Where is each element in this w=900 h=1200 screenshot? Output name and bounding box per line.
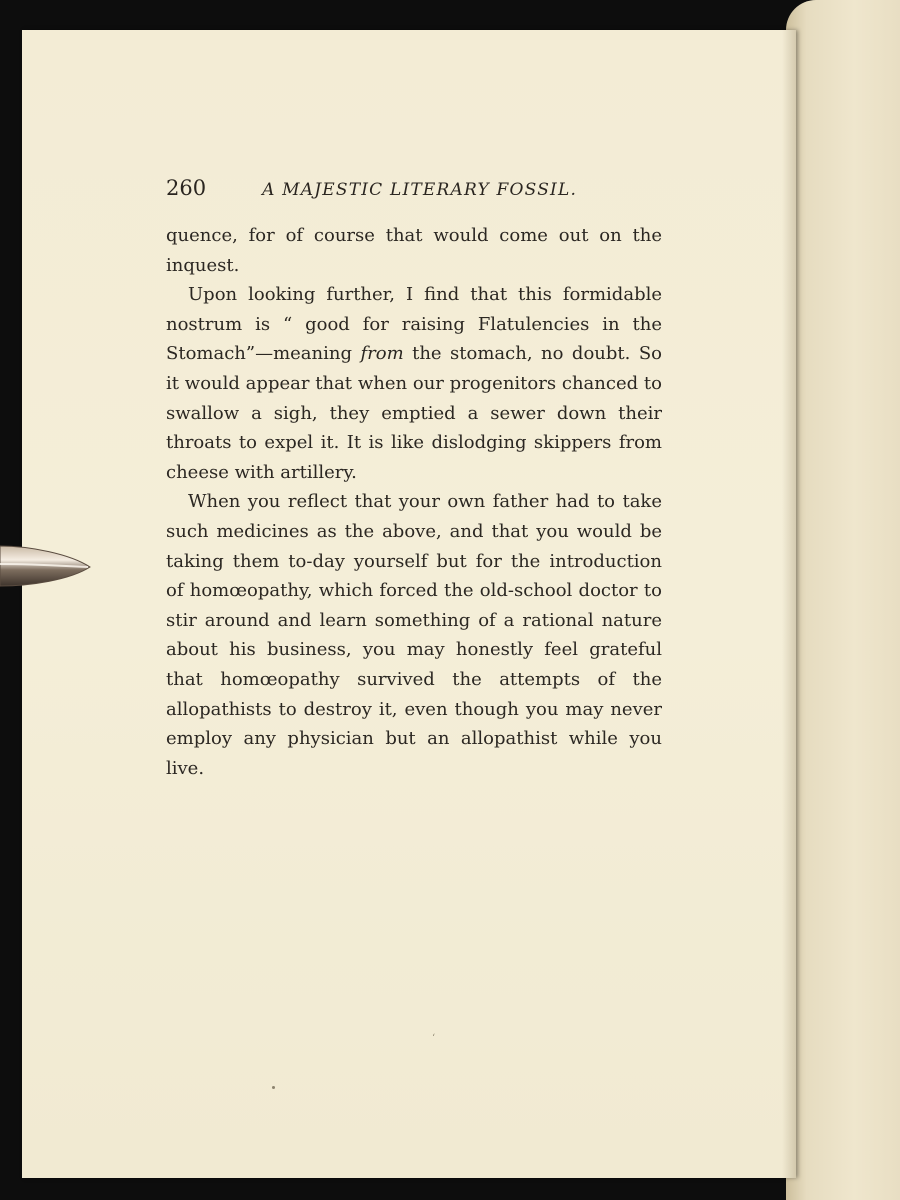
bookmark-clip-icon [0,540,92,592]
paragraph-3: When you reflect that your own father had to take such medicines as the above, and that you would be taking them to-day yourself but for the introduction of homœopathy, which forced the old-school doctor to stir around and learn something of a rational nature about his business, you may honestly feel grateful that homœopathy survived the attempts of the allopathists to destroy it, even though you may never employ any physician but an allopathist while you live. [166,491,662,779]
paper-speck [272,1086,275,1089]
paragraph-2-end: the stomach, no doubt. So it would appear that when our progenitors chanced to swallow a sigh, they emptied a sewer down their throats to expel it. It is like dislodging skippers from cheese with artillery. [166,343,662,483]
next-page-edge [786,0,900,1200]
running-title: A MAJESTIC LITERARY FOSSIL. [262,180,578,200]
paragraph-2-start: Upon looking further, I find that this formidable nostrum is “ good for raising Flatulencies in the Stomach”—meaning [166,284,662,365]
page-number: 260 [166,176,207,200]
paragraph-2-emphasis: from [360,343,404,365]
paragraph-1: quence, for of course that would come out on the inquest. [166,225,662,276]
body-text [166,221,662,783]
running-head [166,176,666,200]
ink-smudge: ‘ [432,1033,436,1044]
paragraph-2 [166,280,662,487]
